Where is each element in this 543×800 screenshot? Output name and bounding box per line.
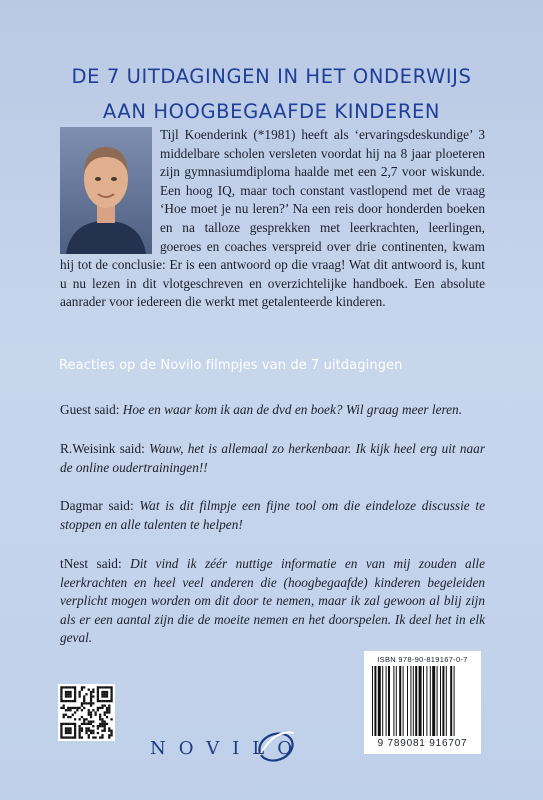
author-bio-text: Tijl Koenderink (*1981) heeft als ‘ervaringsdeskundige’ 3 middelbare scholen versleten voordat hij na 8 jaar ploeteren zijn gymnasiumdiploma haalde met een 2,7 voor wiskunde. Een hoog IQ, maar toch constant vastlopend met de vraag ‘Hoe moet je nu leren?’ Na een reis door honderden boeken en na talloze gesprekken met leerkrachten, leerlingen, goeroes en coaches verspreid over drie continenten, kwam hij tot de conclusie: Er is een antwoord op die vraag! Wat dit antwoord is, kunt u nu lezen in dit vlotgeschreven en overzichtelijke handboek. Een absolute aanrader voor iedereen die werkt met getalenteerde kinderen. (60, 127, 485, 310)
reaction-text: Hoe en waar kom ik aan de dvd en boek? Wil graag meer leren. (122, 402, 463, 417)
qr-code (58, 684, 115, 741)
reaction-author: R.Weisink said (60, 441, 142, 456)
title-line-1: DE 7 UITDAGINGEN IN HET ONDERWIJS (71, 65, 472, 89)
reaction-item: Guest said: Hoe en waar kom ik aan de dvd en boek? Wil graag meer leren. (60, 402, 463, 417)
reactions-heading: Reacties op de Novilo filmpjes van de 7 uitdagingen (59, 358, 403, 373)
isbn-label: ISBN 978-90-819167-0-7 (377, 655, 468, 664)
title-line-2: AAN HOOGBEGAAFDE KINDEREN (102, 100, 441, 124)
isbn-barcode-box (364, 651, 481, 754)
book-title (0, 59, 543, 129)
publisher-logo: NOVILO (150, 738, 306, 759)
reaction-author: Guest said (60, 402, 116, 417)
barcode-image (370, 666, 475, 738)
reaction-item: tNest said: Dit vind ik zéér nuttige informatie en van mij zouden alle leerkrachten en heel veel anderen die (hoogbegaafde) kinderen begeleiden verplicht mogen worden om dit door te nemen, maar ik zal gewoon al blij zijn als er een aantal zijn die de moeite nemen en het doorspelen. Ik deel het in elk geval. (60, 556, 485, 646)
reaction-text: Wat is dit filmpje een fijne tool om die eindeloze discussie te stoppen en alle talenten te helpen! (60, 498, 485, 532)
qr-code-image (58, 684, 115, 741)
reaction-text: Dit vind ik zéér nuttige informatie en van mij zouden alle leerkrachten en heel veel anderen die (hoogbegaafde) kinderen begeleiden verplicht mogen worden om dit door te nemen, maar ik zal gewoon al blij zijn als er een aantal zijn die de moeite nemen en het doorspelen. Ik deel het in elk geval. (60, 556, 485, 646)
reaction-author: Dagmar said (60, 498, 130, 513)
author-bio (60, 126, 485, 312)
reaction-author: tNest said (60, 556, 118, 571)
reaction-item: Dagmar said: Wat is dit filmpje een fijne tool om die eindeloze discussie te stoppen en alle talenten te helpen! (60, 498, 485, 532)
reaction-item: R.Weisink said: Wauw, het is allemaal zo herkenbaar. Ik kijk heel erg uit naar de online oudertrainingen!! (60, 441, 485, 475)
reaction-text: Wauw, het is allemaal zo herkenbaar. Ik kijk heel erg uit naar de online oudertrainingen!! (60, 441, 485, 475)
barcode-digits: 9 789081 916707 (377, 738, 468, 749)
